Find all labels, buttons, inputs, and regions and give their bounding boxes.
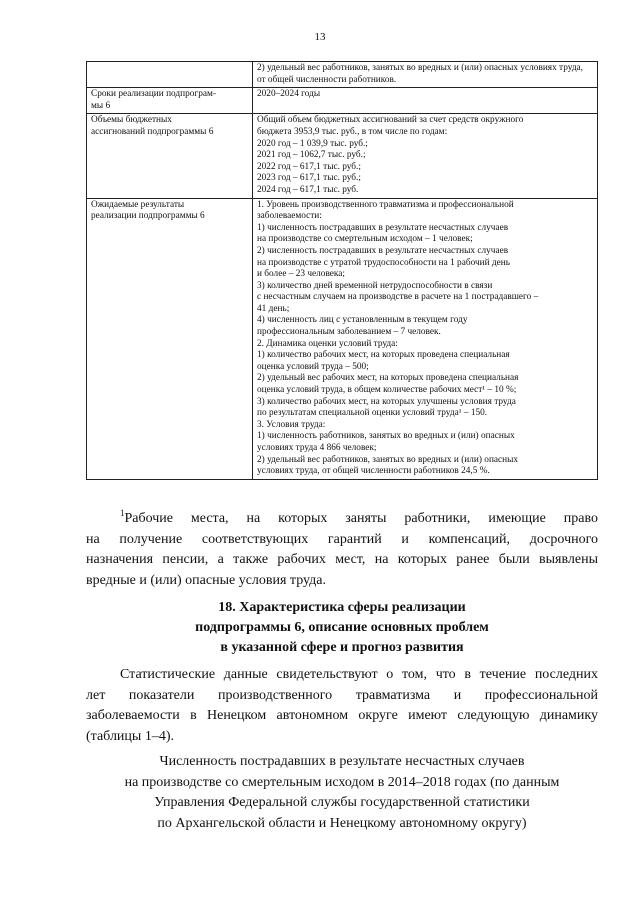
- body-paragraph: [86, 665, 598, 747]
- value-line: 3) количество дней временной нетрудоспособности в связи: [257, 280, 493, 291]
- caption-line: на производстве со смертельным исходом в 2014–2018 годах (по данным: [124, 774, 560, 790]
- value-line: 1) численность работников, занятых во вредных и (или) опасных: [257, 431, 515, 442]
- value-line: 2024 год – 617,1 тыс. руб.: [257, 184, 359, 195]
- caption-line: Управления Федеральной службы государственной статистики: [154, 795, 530, 810]
- row-label-results: [87, 198, 253, 479]
- value-line: условиях труда, от общей численности работников 24,5 %.: [257, 466, 490, 477]
- table-row: [87, 114, 598, 198]
- value-line: 3. Условия труда:: [257, 419, 326, 430]
- value-line: 2023 год – 617,1 тыс. руб.;: [257, 173, 361, 184]
- table-row: [87, 88, 598, 114]
- caption-line: по Архангельской области и Ненецкому автономному округу): [157, 815, 527, 831]
- table-caption: [86, 752, 598, 834]
- label-line: Сроки реализации подпрограм-: [91, 89, 216, 100]
- footnote-line: на получение соответствующих гарантий и компенсаций, досрочного: [86, 531, 598, 547]
- value-line: заболеваемости:: [257, 211, 322, 222]
- value-line: 2) удельный вес рабочих мест, на которых проведена специальная: [257, 373, 519, 384]
- value-line: на производстве с утратой трудоспособности на 1 рабочий день: [257, 257, 510, 268]
- value-line: и более – 23 человека;: [257, 269, 346, 280]
- label-line: реализации подпрограммы 6: [91, 211, 205, 222]
- footnote-marker: 1: [120, 508, 125, 519]
- value-line: по результатам специальной оценки условий труда¹ – 150.: [257, 408, 488, 419]
- value-line: 2021 год – 1062,7 тыс. руб.;: [257, 150, 366, 161]
- row-value-terms: [253, 88, 598, 114]
- paragraph-line: (таблицы 1–4).: [86, 728, 174, 744]
- heading-line: подпрограммы 6, описание основных проблем: [195, 620, 489, 635]
- value-line: оценка условий труда – 500;: [257, 361, 369, 372]
- value-line: на производстве со смертельным исходом – 1 человек;: [257, 234, 473, 245]
- paragraph-line: заболеваемости в Ненецком автономном округе имеют следующую динамику: [86, 708, 598, 723]
- footnote-line: [86, 509, 598, 530]
- label-line: Объемы бюджетных: [91, 115, 172, 126]
- value-line: 4) численность лиц с установленным в текущем году: [257, 315, 468, 326]
- table-cell-empty-label: [87, 62, 253, 88]
- footnote: [86, 509, 598, 591]
- value-line: 1. Уровень производственного травматизма и профессиональной: [257, 199, 514, 210]
- value-line: 2022 год – 617,1 тыс. руб.;: [257, 161, 361, 172]
- value-line: 3) количество рабочих мест, на которых улучшены условия труда: [257, 396, 516, 407]
- page-number: 13: [314, 31, 326, 43]
- section-heading: [86, 598, 598, 658]
- paragraph-line: Статистические данные свидетельствуют о том, что в течение последних: [120, 667, 598, 682]
- value-line: Общий объем бюджетных ассигнований за счет средств окружного: [257, 115, 524, 126]
- value-line: профессиональным заболеванием – 7 человек.: [257, 327, 441, 338]
- caption-line: Численность пострадавших в результате несчастных случаев: [159, 754, 525, 769]
- row-label-budget: [87, 114, 253, 198]
- table-cell-continuation: 2) удельный вес работников, занятых во вредных и (или) опасных условиях труда, от общей численности работников.: [253, 62, 598, 88]
- footnote-line: назначения пенсии, а также рабочих мест, на которых ранее были выявлены: [86, 552, 598, 567]
- value-line: 1) количество рабочих мест, на которых проведена специальная: [257, 350, 510, 361]
- value-line: 2) удельный вес работников, занятых во вредных и (или) опасных: [257, 454, 519, 465]
- value-line: 2020 год – 1 039,9 тыс. руб.;: [257, 138, 368, 149]
- footnote-text: Рабочие места, на которых заняты работники, имеющие право: [124, 511, 598, 526]
- label-line: мы 6: [91, 100, 111, 111]
- paragraph-line: лет показатели производственного травматизма и профессиональной: [86, 687, 598, 703]
- heading-line: 18. Характеристика сферы реализации: [218, 600, 466, 615]
- value-line: 2. Динамика оценки условий труда:: [257, 338, 398, 349]
- value-line: условиях труда 4 866 человек;: [257, 443, 377, 453]
- value-line: 1) численность пострадавших в результате несчастных случаев: [257, 222, 509, 233]
- row-value-results: [253, 198, 598, 479]
- value-line: оценка условий труда, в общем количестве рабочих мест¹ – 10 %;: [257, 385, 517, 396]
- heading-line: в указанной сфере и прогноз развития: [220, 640, 464, 655]
- label-line: Ожидаемые результаты: [91, 199, 185, 210]
- value-line: бюджета 3953,9 тыс. руб., в том числе по годам:: [257, 126, 448, 137]
- label-line: ассигнований подпрограммы 6: [91, 126, 214, 137]
- subprogram-passport-table: [86, 61, 598, 480]
- table-row: [87, 198, 598, 479]
- value-line: с несчастным случаем на производстве в расчете на 1 пострадавшего –: [257, 292, 539, 303]
- value-line: 2020–2024 годы: [257, 89, 321, 100]
- value-line: 2) численность пострадавших в результате несчастных случаев: [257, 245, 509, 256]
- row-label-terms: [87, 88, 253, 114]
- value-line: 41 день;: [257, 303, 290, 314]
- table-row: [87, 62, 598, 88]
- footnote-line: вредные и (или) опасные условия труда.: [86, 572, 326, 588]
- row-value-budget: [253, 114, 598, 198]
